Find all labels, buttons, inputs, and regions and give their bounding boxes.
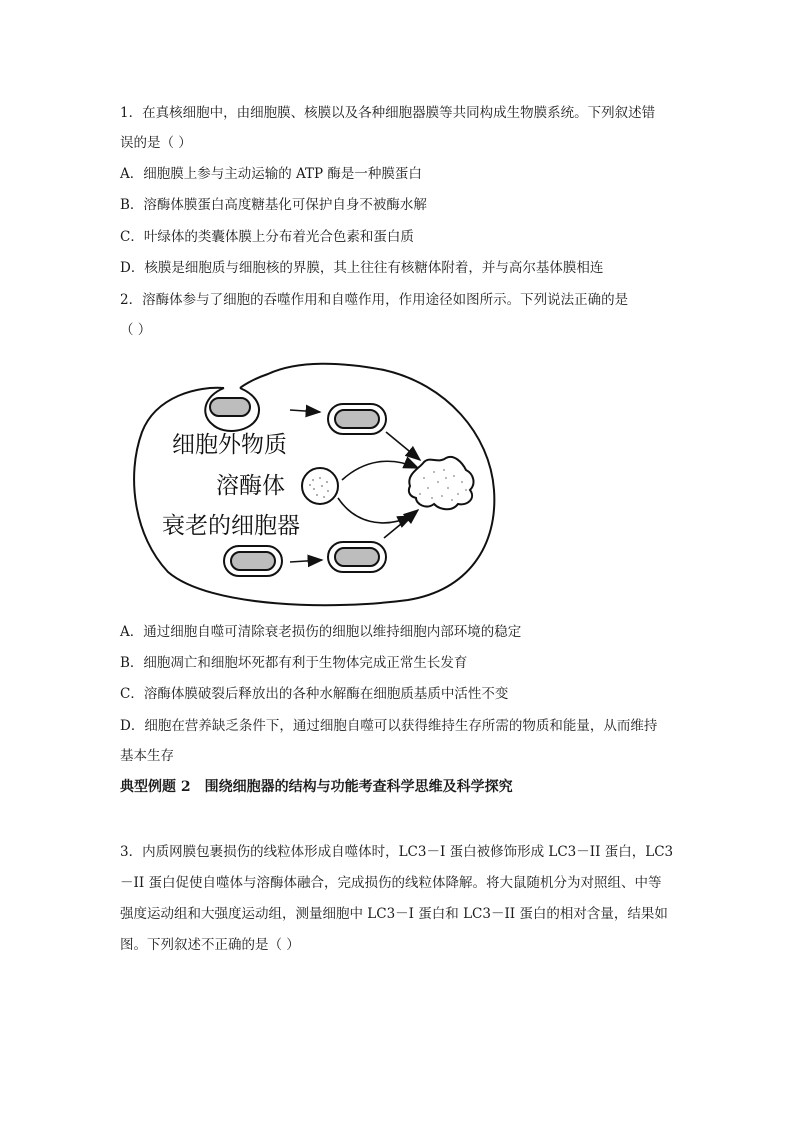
arrow-lysosome-upper bbox=[342, 461, 418, 480]
q2-stem-line2: （ ） bbox=[120, 322, 152, 338]
arrow-to-phagosome bbox=[290, 410, 320, 412]
label-aging-organelle: 衰老的细胞器 bbox=[162, 513, 300, 539]
q2-option-d: D．细胞在营养缺乏条件下，通过细胞自噬可以获得维持生存所需的物质和能量，从而维持 bbox=[120, 718, 658, 734]
q2-option-d-cont: 基本生存 bbox=[120, 748, 174, 764]
arrow-to-lysate-top bbox=[386, 432, 420, 460]
q2-option-c: C．溶酶体膜破裂后释放出的各种水解酶在细胞质基质中活性不变 bbox=[120, 686, 509, 702]
arrow-to-lysate-bottom bbox=[384, 510, 418, 538]
external-material-grey bbox=[210, 398, 250, 416]
q1-option-a: A．细胞膜上参与主动运输的 ATP 酶是一种膜蛋白 bbox=[120, 166, 422, 182]
phagosome-inner bbox=[335, 410, 379, 428]
arrow-lysosome-lower bbox=[338, 498, 412, 523]
arrow-to-autophagosome bbox=[290, 560, 322, 562]
q3-line3: 强度运动组和大强度运动组，测量细胞中 LC3－I 蛋白和 LC3－II 蛋白的相对含量，结果如 bbox=[120, 906, 668, 922]
label-external-material: 细胞外物质 bbox=[172, 432, 287, 458]
q2-option-b: B．细胞凋亡和细胞坏死都有利于生物体完成正常生长发育 bbox=[120, 655, 468, 671]
degradation-body bbox=[409, 457, 474, 509]
section-heading: 典型例题 2 围绕细胞器的结构与功能考查科学思维及科学探究 bbox=[120, 779, 513, 795]
q1-stem-line2: 误的是（ ） bbox=[120, 135, 192, 151]
q1-option-b: B．溶酶体膜蛋白高度糖基化可保护自身不被酶水解 bbox=[120, 197, 427, 213]
q1-option-c: C．叶绿体的类囊体膜上分布着光合色素和蛋白质 bbox=[120, 229, 414, 245]
lysosome bbox=[302, 468, 338, 504]
autophagy-diagram bbox=[128, 352, 500, 610]
aging-organelle-inner bbox=[231, 552, 275, 570]
q3-line4: 图。下列叙述不正确的是（ ） bbox=[120, 937, 300, 953]
q1-stem-line1: 1．在真核细胞中，由细胞膜、核膜以及各种细胞器膜等共同构成生物膜系统。下列叙述错 bbox=[120, 105, 656, 121]
label-lysosome: 溶酶体 bbox=[216, 473, 285, 499]
q2-stem-line1: 2．溶酶体参与了细胞的吞噬作用和自噬作用，作用途径如图所示。下列说法正确的是 bbox=[120, 292, 629, 308]
q3-line2: －II 蛋白促使自噬体与溶酶体融合，完成损伤的线粒体降解。将大鼠随机分为对照组、中等 bbox=[120, 875, 662, 891]
q1-option-d: D．核膜是细胞质与细胞核的界膜，其上往往有核糖体附着，并与高尔基体膜相连 bbox=[120, 260, 604, 276]
autophagosome-inner bbox=[335, 548, 379, 566]
q2-option-a: A．通过细胞自噬可清除衰老损伤的细胞以维持细胞内部环境的稳定 bbox=[120, 624, 522, 640]
q3-line1: 3．内质网膜包裹损伤的线粒体形成自噬体时，LC3－I 蛋白被修饰形成 LC3－II 蛋白，LC3 bbox=[120, 844, 674, 860]
